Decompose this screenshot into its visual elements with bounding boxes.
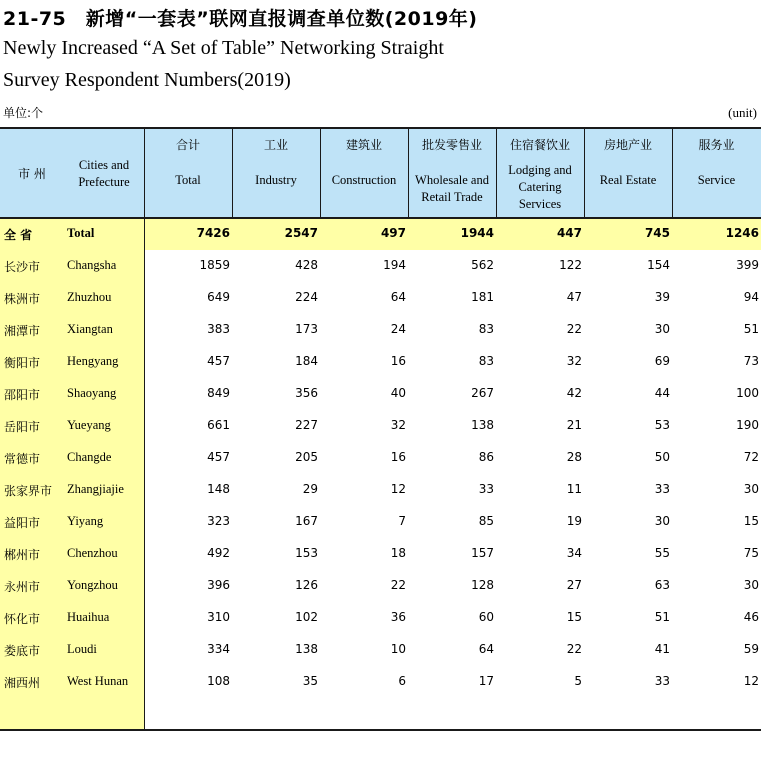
row-city-cn: 湘西州 <box>4 676 41 690</box>
header-wholesale-retail <box>408 128 496 218</box>
header-industry <box>232 128 320 218</box>
cell-industry: 173 <box>295 322 318 336</box>
row-city-cn: 长沙市 <box>4 260 41 274</box>
cell-industry: 356 <box>295 386 318 400</box>
table-title-en-line1: Newly Increased “A Set of Table” Networking Straight <box>3 37 444 59</box>
cell-wholesale-retail: 181 <box>471 290 494 304</box>
bottom-rule <box>0 729 761 731</box>
cell-industry: 138 <box>295 642 318 656</box>
cell-wholesale-retail: 64 <box>478 642 494 656</box>
header-lodging-catering-en: Lodging and Catering Services <box>508 163 572 211</box>
cell-industry: 35 <box>302 674 318 688</box>
row-city-en: Zhuzhou <box>67 290 112 304</box>
cell-construction: 16 <box>390 450 406 464</box>
total-row <box>0 218 761 250</box>
cell-wholesale-retail: 33 <box>478 482 494 496</box>
cell-real-estate: 30 <box>654 514 670 528</box>
cell-lodging-catering: 22 <box>566 322 582 336</box>
cell-construction: 7 <box>398 514 406 528</box>
cell-service: 30 <box>743 578 759 592</box>
table-row <box>0 666 761 698</box>
cell-wholesale-retail: 267 <box>471 386 494 400</box>
cell-real-estate: 33 <box>654 674 670 688</box>
header-divider <box>496 128 497 218</box>
cell-construction: 64 <box>390 290 406 304</box>
cell-wholesale-retail: 17 <box>478 674 494 688</box>
row-city-cn: 益阳市 <box>4 516 41 530</box>
table-row <box>0 602 761 634</box>
cell-real-estate: 745 <box>644 226 670 240</box>
cell-real-estate: 50 <box>654 450 670 464</box>
cell-industry: 153 <box>295 546 318 560</box>
table-row <box>0 410 761 442</box>
row-city-cn: 株洲市 <box>4 292 41 306</box>
cell-total: 383 <box>207 322 230 336</box>
header-industry-cn: 工业 <box>263 138 288 152</box>
cell-service: 73 <box>743 354 759 368</box>
header-city-cn-cell <box>0 128 64 218</box>
unit-label-en: (unit) <box>728 105 757 120</box>
cell-real-estate: 51 <box>654 610 670 624</box>
cell-real-estate: 63 <box>654 578 670 592</box>
cell-real-estate: 30 <box>654 322 670 336</box>
row-city-en: Xiangtan <box>67 322 113 336</box>
row-city-en: Changsha <box>67 258 117 272</box>
cell-lodging-catering: 47 <box>566 290 582 304</box>
row-city-cn: 怀化市 <box>4 612 41 626</box>
cell-wholesale-retail: 83 <box>478 322 494 336</box>
cell-service: 46 <box>743 610 759 624</box>
cell-lodging-catering: 42 <box>566 386 582 400</box>
header-city-en: Cities and Prefecture <box>78 158 130 189</box>
table-title-en-line2: Survey Respondent Numbers(2019) <box>3 69 291 91</box>
header-wholesale-retail-en: Wholesale and Retail Trade <box>415 173 489 204</box>
cell-service: 59 <box>743 642 759 656</box>
cell-industry: 205 <box>295 450 318 464</box>
row-city-cn: 衡阳市 <box>4 356 41 370</box>
header-divider <box>144 128 145 218</box>
cell-wholesale-retail: 1944 <box>460 226 494 240</box>
table-row <box>0 346 761 378</box>
cell-service: 72 <box>743 450 759 464</box>
cell-lodging-catering: 28 <box>566 450 582 464</box>
header-divider <box>672 128 673 218</box>
row-city-cn: 郴州市 <box>4 548 41 562</box>
cell-total: 492 <box>207 546 230 560</box>
row-city-cn: 常德市 <box>4 452 41 466</box>
cell-industry: 2547 <box>284 226 318 240</box>
cell-construction: 16 <box>390 354 406 368</box>
table-row <box>0 314 761 346</box>
header-city-cn: 市 州 <box>18 167 46 181</box>
row-city-cn: 全 省 <box>4 228 33 242</box>
cell-total: 148 <box>207 482 230 496</box>
cell-construction: 10 <box>390 642 406 656</box>
row-city-en: Zhangjiajie <box>67 482 124 496</box>
row-city-en: Huaihua <box>67 610 110 624</box>
row-city-en: Yueyang <box>67 418 111 432</box>
cell-total: 457 <box>207 354 230 368</box>
cell-service: 51 <box>743 322 759 336</box>
cell-real-estate: 33 <box>654 482 670 496</box>
table-row <box>0 474 761 506</box>
cell-total: 323 <box>207 514 230 528</box>
row-city-en: Hengyang <box>67 354 119 368</box>
cell-industry: 102 <box>295 610 318 624</box>
cell-industry: 126 <box>295 578 318 592</box>
row-city-cn: 岳阳市 <box>4 420 41 434</box>
row-city-cn: 永州市 <box>4 580 41 594</box>
cell-total: 649 <box>207 290 230 304</box>
cell-service: 30 <box>743 482 759 496</box>
row-city-cn: 张家界市 <box>4 484 53 498</box>
cell-lodging-catering: 122 <box>559 258 582 272</box>
row-city-en: Changde <box>67 450 112 464</box>
cell-lodging-catering: 5 <box>574 674 582 688</box>
cell-industry: 29 <box>302 482 318 496</box>
header-divider <box>584 128 585 218</box>
row-city-en: Total <box>67 226 95 240</box>
cell-wholesale-retail: 157 <box>471 546 494 560</box>
cell-total: 1859 <box>199 258 230 272</box>
cell-total: 334 <box>207 642 230 656</box>
cell-lodging-catering: 22 <box>566 642 582 656</box>
header-service-cn: 服务业 <box>698 138 735 152</box>
header-total <box>144 128 232 218</box>
cell-lodging-catering: 27 <box>566 578 582 592</box>
cell-total: 7426 <box>196 226 230 240</box>
header-lodging-catering-cn: 住宿餐饮业 <box>509 138 570 152</box>
cell-total: 310 <box>207 610 230 624</box>
cell-total: 661 <box>207 418 230 432</box>
cell-wholesale-retail: 128 <box>471 578 494 592</box>
cell-construction: 24 <box>390 322 406 336</box>
cell-construction: 6 <box>398 674 406 688</box>
cell-real-estate: 39 <box>654 290 670 304</box>
header-divider <box>320 128 321 218</box>
header-industry-en: Industry <box>255 173 297 187</box>
cell-lodging-catering: 19 <box>566 514 582 528</box>
cell-industry: 184 <box>295 354 318 368</box>
cell-industry: 227 <box>295 418 318 432</box>
row-city-cn: 湘潭市 <box>4 324 41 338</box>
row-city-en: Shaoyang <box>67 386 117 400</box>
cell-wholesale-retail: 85 <box>478 514 494 528</box>
cell-service: 94 <box>743 290 759 304</box>
table-row <box>0 634 761 666</box>
row-city-en: Yongzhou <box>67 578 118 592</box>
cell-wholesale-retail: 86 <box>478 450 494 464</box>
header-real-estate-cn: 房地产业 <box>603 138 652 152</box>
header-real-estate-en: Real Estate <box>599 173 657 187</box>
table-row <box>0 378 761 410</box>
cell-total: 849 <box>207 386 230 400</box>
cell-real-estate: 69 <box>654 354 670 368</box>
header-construction-en: Construction <box>331 173 397 187</box>
cell-real-estate: 53 <box>654 418 670 432</box>
table-row <box>0 250 761 282</box>
cell-service: 399 <box>736 258 759 272</box>
header-city-en-cell <box>64 128 144 218</box>
row-city-en: Loudi <box>67 642 97 656</box>
cell-lodging-catering: 32 <box>566 354 582 368</box>
header-construction <box>320 128 408 218</box>
cell-service: 15 <box>743 514 759 528</box>
cell-lodging-catering: 11 <box>566 482 582 496</box>
header-real-estate <box>584 128 672 218</box>
cell-total: 457 <box>207 450 230 464</box>
cell-construction: 12 <box>390 482 406 496</box>
cell-service: 12 <box>743 674 759 688</box>
table-title-cn: 21-75 新增“一套表”联网直报调查单位数(2019年) <box>3 8 478 30</box>
row-city-en: West Hunan <box>67 674 129 688</box>
cell-construction: 194 <box>383 258 406 272</box>
cell-construction: 36 <box>390 610 406 624</box>
cell-industry: 224 <box>295 290 318 304</box>
table-row <box>0 538 761 570</box>
header-service <box>672 128 761 218</box>
cell-real-estate: 41 <box>654 642 670 656</box>
cell-real-estate: 44 <box>654 386 670 400</box>
table-row <box>0 282 761 314</box>
cell-lodging-catering: 34 <box>566 546 582 560</box>
cell-wholesale-retail: 562 <box>471 258 494 272</box>
row-city-cn: 娄底市 <box>4 644 41 658</box>
cell-real-estate: 154 <box>647 258 670 272</box>
cell-construction: 18 <box>390 546 406 560</box>
cell-real-estate: 55 <box>654 546 670 560</box>
cell-lodging-catering: 447 <box>556 226 582 240</box>
table-row <box>0 506 761 538</box>
cell-lodging-catering: 21 <box>566 418 582 432</box>
cell-construction: 22 <box>390 578 406 592</box>
cell-construction: 40 <box>390 386 406 400</box>
header-wholesale-retail-cn: 批发零售业 <box>421 138 482 152</box>
cell-service: 190 <box>736 418 759 432</box>
cell-service: 100 <box>736 386 759 400</box>
cell-total: 108 <box>207 674 230 688</box>
cell-service: 75 <box>743 546 759 560</box>
header-construction-cn: 建筑业 <box>345 138 382 152</box>
header-divider <box>232 128 233 218</box>
table-row <box>0 442 761 474</box>
cell-wholesale-retail: 83 <box>478 354 494 368</box>
header-lodging-catering <box>496 128 584 218</box>
header-divider <box>408 128 409 218</box>
cell-lodging-catering: 15 <box>566 610 582 624</box>
row-city-cn: 邵阳市 <box>4 388 41 402</box>
cell-wholesale-retail: 138 <box>471 418 494 432</box>
row-city-en: Yiyang <box>67 514 104 528</box>
header-total-cn: 合计 <box>175 138 200 152</box>
row-city-en: Chenzhou <box>67 546 118 560</box>
unit-label-cn: 单位:个 <box>3 106 44 120</box>
cell-total: 396 <box>207 578 230 592</box>
cell-wholesale-retail: 60 <box>478 610 494 624</box>
cell-construction: 497 <box>380 226 406 240</box>
header-service-en: Service <box>697 173 736 187</box>
cell-service: 1246 <box>725 226 759 240</box>
cell-construction: 32 <box>390 418 406 432</box>
header-total-en: Total <box>175 173 201 187</box>
cell-industry: 428 <box>295 258 318 272</box>
cell-industry: 167 <box>295 514 318 528</box>
table-row <box>0 570 761 602</box>
